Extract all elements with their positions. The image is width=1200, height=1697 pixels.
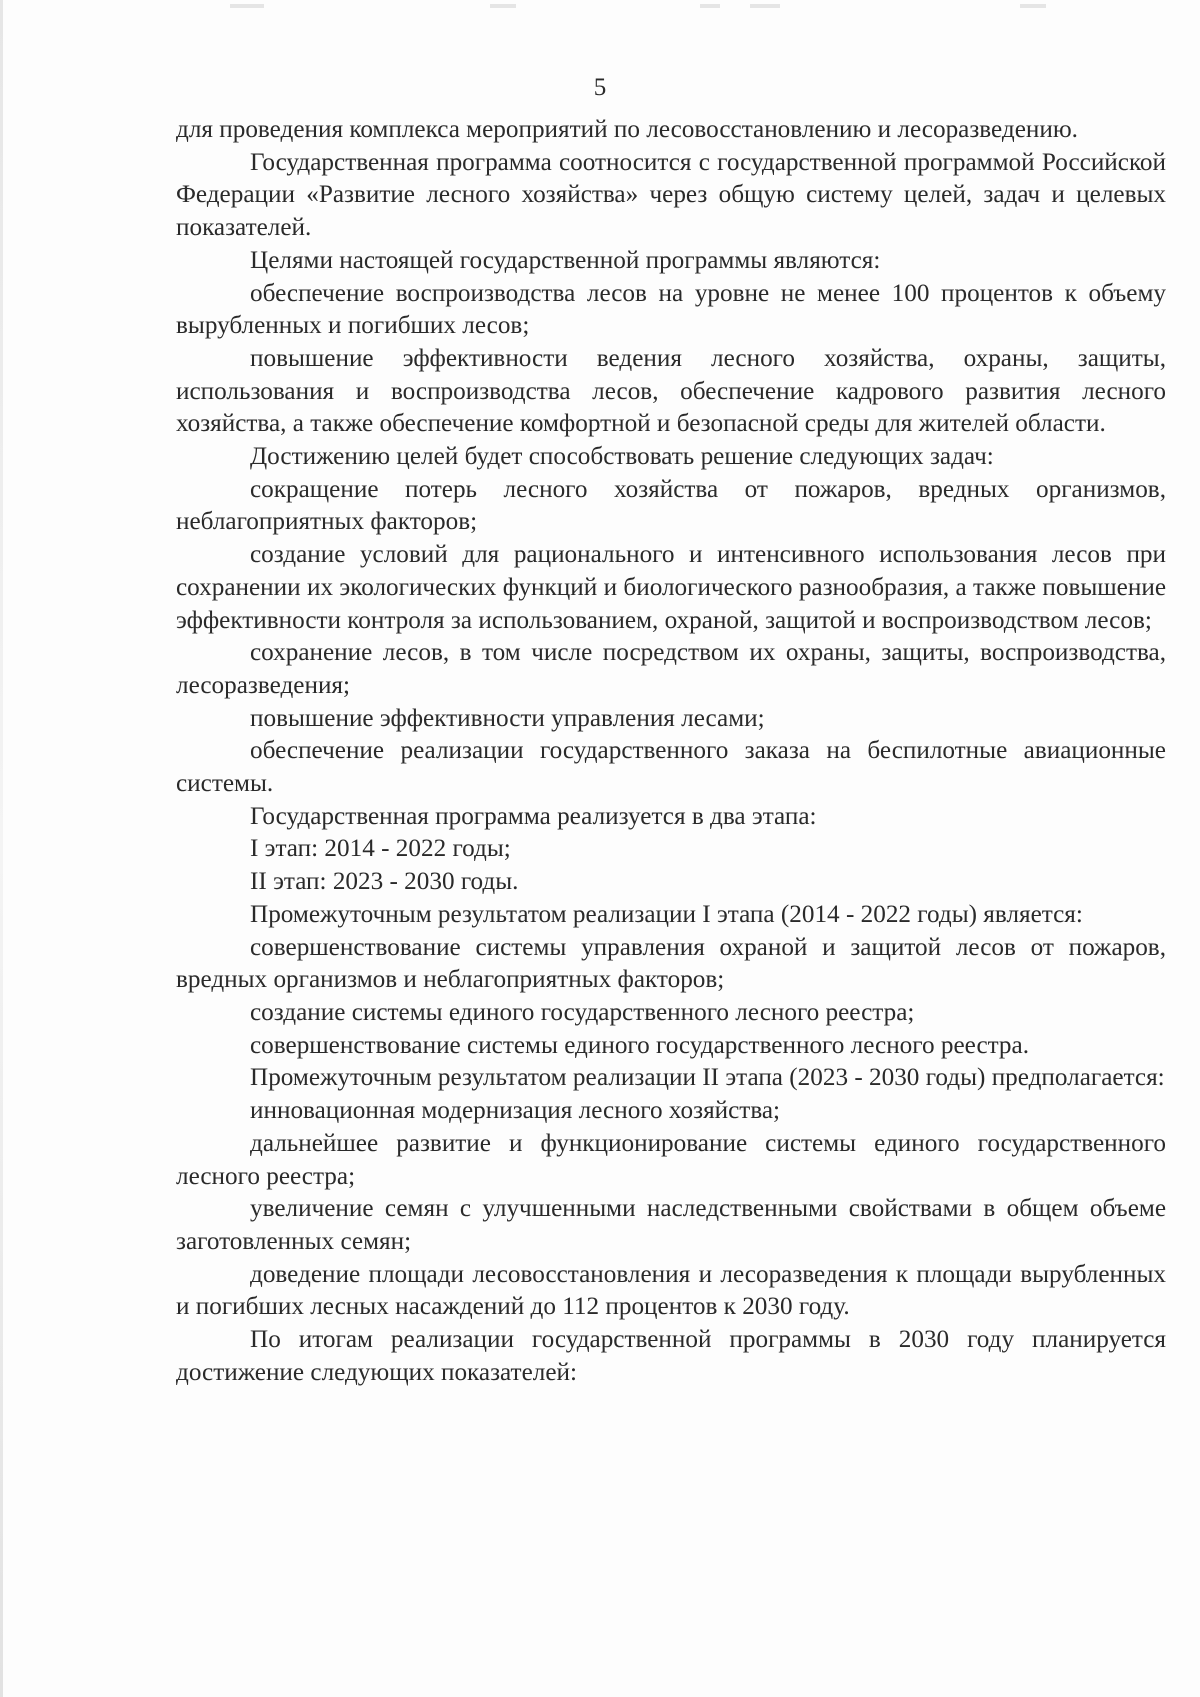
- paragraph: обеспечение реализации государственного заказа на беспилотные авиационные системы.: [176, 737, 1166, 798]
- paragraph: совершенствование системы единого государственного лесного реестра.: [250, 1031, 1030, 1059]
- scan-mark: [750, 4, 780, 8]
- paragraph: Достижению целей будет способствовать решение следующих задач:: [250, 443, 994, 471]
- paragraph: сохранение лесов, в том числе посредством их охраны, защиты, воспроизводства, лесоразведения;: [176, 639, 1166, 699]
- document-body: [176, 114, 1166, 1389]
- paragraph: для проведения комплекса мероприятий по лесовосстановлению и лесоразведению.: [176, 116, 1078, 143]
- paragraph: По итогам реализации государственной программы в 2030 году планируется достижение следующих показателей:: [176, 1326, 1166, 1386]
- paragraph: повышение эффективности ведения лесного хозяйства, охраны, защиты, использования и воспроизводства лесов, обеспечение кадрового развития лесного хозяйства, а также обеспечение комфортной и безопасной среды для жителей области.: [176, 344, 1166, 438]
- paragraph: II этап: 2023 - 2030 годы.: [250, 868, 519, 896]
- page-number: 5: [593, 74, 607, 101]
- scan-mark: [490, 4, 516, 8]
- paragraph: I этап: 2014 - 2022 годы;: [250, 835, 511, 863]
- paragraph: Государственная программа соотносится с государственной программой Российской Федерации «Развитие лесного хозяйства» через общую систему целей, задач и целевых показателей.: [176, 148, 1166, 242]
- scan-mark: [230, 4, 264, 8]
- paragraph: Целями настоящей государственной программы являются:: [250, 246, 881, 274]
- paragraph: увеличение семян с улучшенными наследственными свойствами в общем объеме заготовленных семян;: [176, 1195, 1166, 1255]
- paragraph: сокращение потерь лесного хозяйства от пожаров, вредных организмов, неблагоприятных факторов;: [176, 475, 1166, 536]
- paragraph: создание системы единого государственного лесного реестра;: [250, 998, 915, 1026]
- scan-edge: [0, 0, 3, 1697]
- paragraph: доведение площади лесовосстановления и лесоразведения к площади вырубленных и погибших лесных насаждений до 112 процентов к 2030 году.: [176, 1260, 1166, 1321]
- paragraph: совершенствование системы управления охраной и защитой лесов от пожаров, вредных организмов и неблагоприятных факторов;: [176, 933, 1166, 994]
- paragraph: Государственная программа реализуется в два этапа:: [250, 802, 817, 830]
- paragraph: повышение эффективности управления лесами;: [250, 704, 765, 732]
- paragraph: обеспечение воспроизводства лесов на уровне не менее 100 процентов к объему вырубленных и погибших лесов;: [176, 279, 1166, 340]
- paragraph: Промежуточным результатом реализации I этапа (2014 - 2022 годы) является:: [250, 900, 1083, 928]
- scan-mark: [700, 4, 720, 8]
- paragraph: инновационная модернизация лесного хозяйства;: [250, 1097, 781, 1125]
- scan-mark: [1020, 4, 1046, 8]
- paragraph: Промежуточным результатом реализации II этапа (2023 - 2030 годы) предполагается:: [250, 1064, 1165, 1092]
- paragraph: дальнейшее развитие и функционирование системы единого государственного лесного реестра;: [176, 1129, 1166, 1190]
- paragraph: создание условий для рационального и интенсивного использования лесов при сохранении их экологических функций и биологического разнообразия, а также повышение эффективности контроля за использованием, охраной, защитой и воспроизводством лесов;: [176, 541, 1166, 634]
